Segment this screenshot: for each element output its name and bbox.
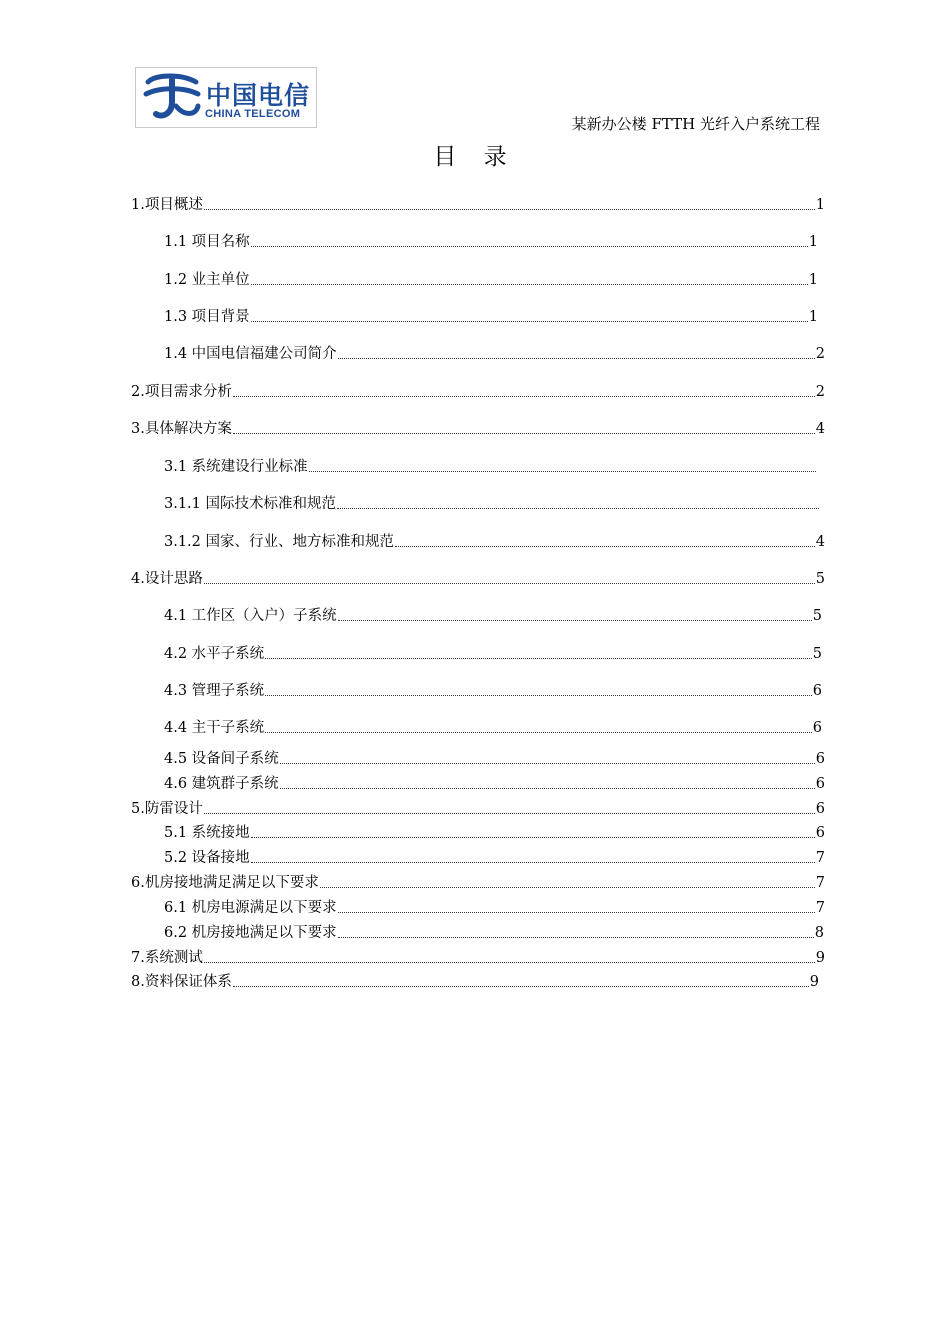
toc-entry-label: 4.5 设备间子系统	[164, 751, 279, 767]
toc-leader-dots	[265, 732, 812, 733]
toc-page-number: 9	[815, 950, 825, 966]
toc-leader-dots	[395, 546, 815, 547]
toc-entry-label: 7.系统测试	[131, 950, 203, 966]
toc-leader-dots	[309, 471, 816, 472]
toc-entry[interactable]	[164, 849, 825, 867]
toc-entry[interactable]	[131, 383, 825, 401]
toc-entry-label: 1.1 项目名称	[164, 234, 250, 250]
toc-leader-dots	[280, 763, 815, 764]
toc-page-number: 5	[812, 608, 822, 624]
toc-entry[interactable]	[164, 750, 825, 768]
toc-leader-dots	[280, 788, 815, 789]
toc-entry[interactable]	[164, 607, 822, 625]
toc-page-number: 8	[814, 925, 824, 941]
toc-entry[interactable]	[131, 420, 825, 438]
toc-entry-label: 3.1.1 国际技术标准和规范	[164, 496, 337, 512]
toc-leader-dots	[251, 321, 808, 322]
toc-page-number: 1	[815, 197, 825, 213]
toc-entry[interactable]	[164, 533, 825, 551]
toc-leader-dots	[338, 358, 815, 359]
toc-entry[interactable]	[164, 308, 818, 326]
toc-entry-label: 3.1 系统建设行业标准	[164, 459, 308, 475]
toc-entry[interactable]	[131, 196, 825, 214]
toc-page-number: 4	[815, 421, 825, 437]
toc-entry-label: 3.具体解决方案	[131, 421, 232, 437]
toc-entry[interactable]	[164, 233, 818, 251]
toc-entry[interactable]	[164, 924, 824, 942]
toc-page-number: 7	[815, 900, 825, 916]
toc-entry-label: 1.2 业主单位	[164, 272, 250, 288]
toc-entry-label: 2.项目需求分析	[131, 384, 232, 400]
toc-entry-label: 5.2 设备接地	[164, 850, 250, 866]
toc-leader-dots	[204, 209, 815, 210]
toc-entry-label: 1.4 中国电信福建公司简介	[164, 346, 337, 362]
toc-entry[interactable]	[164, 682, 822, 700]
toc-entry[interactable]	[164, 271, 818, 289]
toc-page-number: 6	[815, 801, 825, 817]
toc-entry-label: 6.1 机房电源满足以下要求	[164, 900, 337, 916]
toc-page-number: 1	[808, 309, 818, 325]
toc-entry[interactable]	[164, 645, 822, 663]
toc-leader-dots	[251, 862, 815, 863]
toc-entry-label: 1.项目概述	[131, 197, 203, 213]
toc-page-number: 6	[815, 825, 825, 841]
toc-entry[interactable]	[164, 899, 825, 917]
toc-entry-label: 3.1.2 国家、行业、地方标准和规范	[164, 534, 395, 550]
toc-entry[interactable]	[131, 800, 825, 818]
toc-entry-label: 6.机房接地满足满足以下要求	[131, 875, 319, 891]
toc-leader-dots	[233, 986, 809, 987]
toc-entry-label: 4.2 水平子系统	[164, 646, 265, 662]
logo-english-text: CHINA TELECOM	[205, 108, 301, 120]
header-project-title: 某新办公楼 FTTH 光纤入户系统工程	[571, 115, 820, 133]
toc-page-number: 5	[812, 646, 822, 662]
toc-page-number: 1	[808, 272, 818, 288]
toc-entry[interactable]	[164, 458, 817, 476]
toc-leader-dots	[204, 962, 815, 963]
toc-entry-label: 5.1 系统接地	[164, 825, 250, 841]
toc-entry[interactable]	[164, 495, 820, 513]
toc-page-number: 1	[808, 234, 818, 250]
toc-entry-label: 1.3 项目背景	[164, 309, 250, 325]
toc-page-number: 6	[815, 751, 825, 767]
toc-entry[interactable]	[164, 345, 825, 363]
toc-leader-dots	[338, 937, 814, 938]
toc-entry[interactable]	[164, 719, 822, 737]
toc-leader-dots	[265, 658, 812, 659]
toc-leader-dots	[265, 695, 812, 696]
toc-entry-label: 4.4 主干子系统	[164, 720, 265, 736]
toc-page-number: 6	[812, 720, 822, 736]
logo-chinese-text: 中国电信	[206, 81, 311, 110]
toc-leader-dots	[251, 246, 808, 247]
toc-leader-dots	[233, 433, 815, 434]
toc-entry[interactable]	[131, 949, 825, 967]
toc-leader-dots	[338, 620, 812, 621]
toc-leader-dots	[204, 813, 815, 814]
toc-leader-dots	[204, 583, 815, 584]
toc-entry[interactable]	[131, 570, 825, 588]
toc-entry-label: 4.1 工作区（入户）子系统	[164, 608, 337, 624]
toc-page-number: 6	[815, 776, 825, 792]
toc-entry-label: 4.6 建筑群子系统	[164, 776, 279, 792]
toc-entry[interactable]	[164, 775, 825, 793]
toc-page-number: 7	[815, 875, 825, 891]
toc-entry-label: 4.设计思路	[131, 571, 203, 587]
toc-leader-dots	[320, 887, 815, 888]
toc-leader-dots	[338, 912, 815, 913]
toc-page-number: 9	[809, 974, 819, 990]
toc-leader-dots	[233, 396, 815, 397]
toc-page-number: 5	[815, 571, 825, 587]
toc-entry-label: 6.2 机房接地满足以下要求	[164, 925, 337, 941]
toc-entry[interactable]	[131, 973, 819, 991]
toc-leader-dots	[251, 284, 808, 285]
toc-leader-dots	[337, 508, 819, 509]
toc-entry[interactable]	[131, 874, 825, 892]
toc-page-number: 7	[815, 850, 825, 866]
toc-leader-dots	[251, 837, 815, 838]
toc-page-number: 6	[812, 683, 822, 699]
toc-entry-label: 4.3 管理子系统	[164, 683, 265, 699]
toc-entry-label: 5.防雷设计	[131, 801, 203, 817]
toc-heading: 目 录	[433, 144, 517, 170]
toc-entry-label: 8.资料保证体系	[131, 974, 232, 990]
toc-page-number: 4	[815, 534, 825, 550]
toc-page-number: 2	[815, 346, 825, 362]
toc-page-number: 2	[815, 384, 825, 400]
toc-entry[interactable]	[164, 824, 825, 842]
